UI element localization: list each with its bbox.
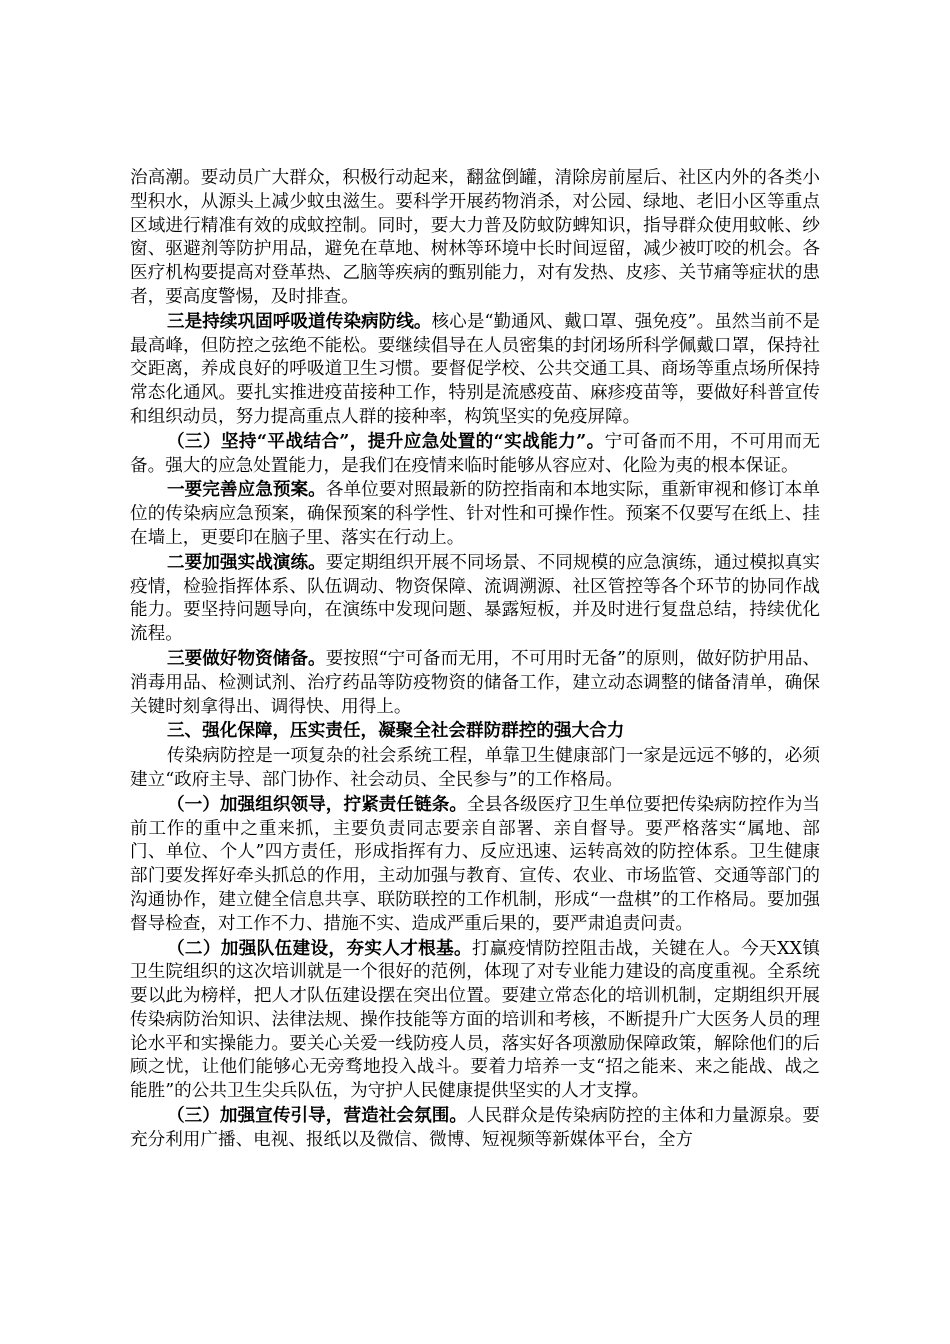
section-heading-text: 三、强化保障，压实责任，凝聚全社会群防群控的强大合力 <box>166 720 625 742</box>
paragraph <box>130 647 820 719</box>
paragraph-text: 宁可备而不用，不可用而无备。强大的应急处置能力，是我们在疫情来临时能够从容应对、化险为夷的根本保证。 <box>130 431 820 476</box>
paragraph-text: 人民群众是传染病防控的主体和力量源泉。要充分利用广播、电视、报纸以及微信、微博、短视频等新媒体平台，全方 <box>130 1106 820 1150</box>
paragraph-lead: （三）坚持“平战结合”，提升应急处置的“实战能力”。 <box>166 430 605 452</box>
section-heading <box>130 719 820 744</box>
paragraph <box>130 937 820 1105</box>
paragraph-text: 打赢疫情防控阻击战，关键在人。今天XX镇卫生院组织的这次培训就是一个很好的范例，体现了对专业能力建设的高度重视。全系统要以此为榜样，把人才队伍建设摆在突出位置。要建立常态化的培训机制，定期组织开展传染病防治知识、法律法规、操作技能等方面的培训和考核，不断提升广大医务人员的理论水平和实操能力。要关心关爱一线防疫人员，落实好各项激励保障政策，解除他们的后顾之忧，让他们能够心无旁骛地投入战斗。要着力培养一支“招之能来、来之能战、战之能胜”的公共卫生尖兵队伍，为守护人民健康提供坚实的人才支撑。 <box>130 938 820 1102</box>
paragraph-lead: 三要做好物资储备。 <box>166 647 326 669</box>
paragraph <box>130 430 820 479</box>
paragraph <box>130 310 820 430</box>
paragraph-lead: 三是持续巩固呼吸道传染病防线。 <box>166 310 432 332</box>
paragraph <box>130 1104 820 1153</box>
paragraph-text: 各单位要对照最新的防控指南和本地实际，重新审视和修订本单位的传染病应急预案，确保预案的科学性、针对性和可操作性。预案不仅要写在纸上、挂在墙上，更要印在脑子里、落实在行动上。 <box>130 480 820 548</box>
paragraph-lead: （二）加强队伍建设，夯实人才根基。 <box>166 937 472 959</box>
paragraph-lead: 一要完善应急预案。 <box>166 479 326 501</box>
paragraph <box>130 793 820 937</box>
paragraph-lead: （三）加强宣传引导，营造社会氛围。 <box>166 1105 468 1127</box>
paragraph-lead: 二要加强实战演练。 <box>166 551 326 573</box>
paragraph <box>130 166 820 310</box>
paragraph-text: 治高潮。要动员广大群众，积极行动起来，翻盆倒罐，清除房前屋后、社区内外的各类小型积水，从源头上减少蚊虫滋生。要科学开展药物消杀，对公园、绿地、老旧小区等重点区域进行精准有效的成蚊控制。同时，要大力普及防蚊防蜱知识，指导群众使用蚊帐、纱窗、驱避剂等防护用品，避免在草地、树林等环境中长时间逗留，减少被叮咬的机会。各医疗机构要提高对登革热、乙脑等疾病的甄别能力，对有发热、皮疹、关节痛等症状的患者，要高度警惕，及时排查。 <box>130 168 820 307</box>
paragraph-text: 全县各级医疗卫生单位要把传染病防控作为当前工作的重中之重来抓，主要负责同志要亲自部署、亲自督导。要严格落实“属地、部门、单位、个人”四方责任，形成指挥有力、反应迅速、运转高效的防控体系。卫生健康部门要发挥好牵头抓总的作用，主动加强与教育、宣传、农业、市场监管、交通等部门的沟通协作，建立健全信息共享、联防联控的工作机制，形成“一盘棋”的工作格局。要加强督导检查，对工作不力、措施不实、造成严重后果的，要严肃追责问责。 <box>130 794 820 934</box>
paragraph-text: 核心是“勤通风、戴口罩、强免疫”。虽然当前不是最高峰，但防控之弦绝不能松。要继续倡导在人员密集的封闭场所科学佩戴口罩，保持社交距离，养成良好的呼吸道卫生习惯。要督促学校、公共交通工具、商场等重点场所保持常态化通风。要扎实推进疫苗接种工作，特别是流感疫苗、麻疹疫苗等，要做好科普宣传和组织动员，努力提高重点人群的接种率，构筑坚实的免疫屏障。 <box>130 311 820 427</box>
paragraph <box>130 744 820 793</box>
paragraph-text: 要按照“宁可备而无用，不可用时无备”的原则，做好防护用品、消毒用品、检测试剂、治疗药品等防疫物资的储备工作，建立动态调整的储备清单，确保关键时刻拿得出、调得快、用得上。 <box>130 648 820 717</box>
document-body <box>130 166 820 1153</box>
paragraph-lead: （一）加强组织领导，拧紧责任链条。 <box>166 793 468 815</box>
paragraph <box>130 478 820 550</box>
paragraph <box>130 551 820 647</box>
paragraph-text: 要定期组织开展不同场景、不同规模的应急演练，通过模拟真实疫情，检验指挥体系、队伍调动、物资保障、流调溯源、社区管控等各个环节的协同作战能力。要坚持问题导向，在演练中发现问题、暴露短板，并及时进行复盘总结，持续优化流程。 <box>130 552 820 645</box>
paragraph-text: 传染病防控是一项复杂的社会系统工程，单靠卫生健康部门一家是远远不够的，必须建立“政府主导、部门协作、社会动员、全民参与”的工作格局。 <box>130 746 820 790</box>
